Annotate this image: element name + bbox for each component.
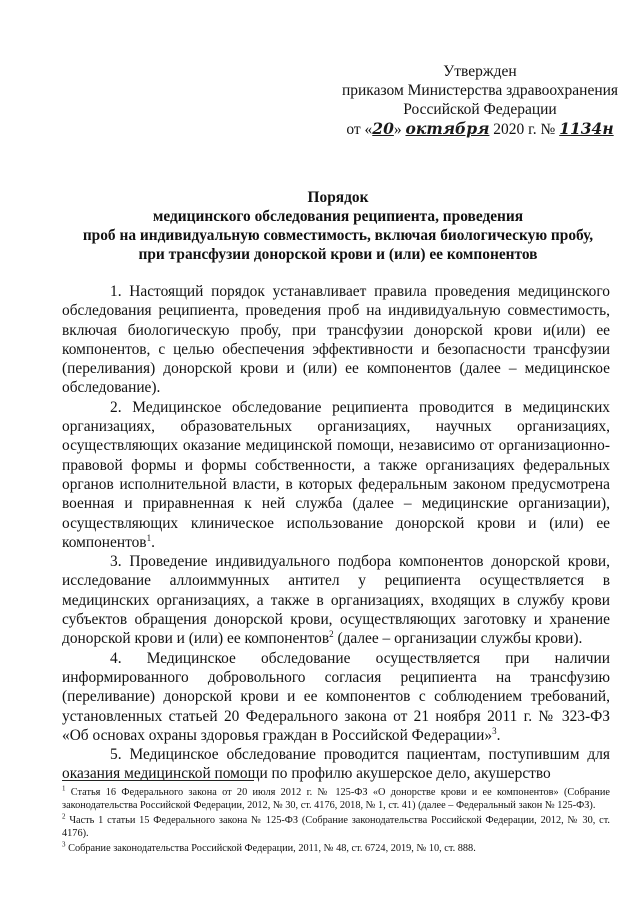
approval-country: Российской Федерации <box>403 101 557 118</box>
paragraph-4-text: 4. Медицинское обследование осуществляется при наличии информированного добровольного согласия реципиента на трансфузию (переливание) донорской крови и ее компонентов с соблюдением требований, установленных статьей 20 Федерального закона от 21 ноября 2011 г. № 323-ФЗ «Об основах охраны здоровья граждан в Российской Федерации» <box>62 649 610 744</box>
footnote-divider <box>62 780 254 781</box>
handwritten-month: октября <box>405 119 490 138</box>
footnote-ref-2: 2 <box>329 629 334 640</box>
paragraph-3-end: (далее – организации службы крови). <box>333 630 583 648</box>
footnote-3-text: Собрание законодательства Российской Федерации, 2011, № 48, ст. 6724, 2019, № 10, ст. 888. <box>65 843 476 854</box>
paragraph-4 <box>62 649 610 745</box>
document-body <box>62 282 610 784</box>
title-line-3: проб на индивидуальную совместимость, включая биологическую пробу, <box>82 227 594 244</box>
document-title <box>60 188 616 264</box>
handwritten-order-number: 1134н <box>559 119 614 138</box>
footnote-3-number: 3 <box>62 840 66 849</box>
approval-ministry: приказом Министерства здравоохранения <box>341 82 619 99</box>
handwritten-day: 20 <box>372 119 394 138</box>
approval-date-line <box>330 119 630 139</box>
date-mid: » <box>393 121 406 138</box>
title-line-2: медицинского обследования реципиента, проведения <box>152 208 524 225</box>
footnote-3 <box>62 842 610 855</box>
footnote-1 <box>62 786 610 812</box>
footnote-1-number: 1 <box>62 784 66 793</box>
paragraph-2-text: 2. Медицинское обследование реципиента проводится в медицинских организациях, образовательных организациях, научных организациях, осуществляющих оказание медицинской помощи, независимо от организационно-правовой формы и формы собственности, а также организациях федеральных органов исполнительной власти, в которых федеральным законом предусмотрена военная и приравненная к ней служба (далее – медицинские организации), осуществляющих клиническое использование донорской крови и (или) ее компонентов <box>62 398 610 551</box>
paragraph-3 <box>62 552 610 648</box>
footnote-2-number: 2 <box>62 812 66 821</box>
paragraph-1: 1. Настоящий порядок устанавливает правила проведения медицинского обследования реципиента, проведения проб на индивидуальную совместимость, включая биологическую пробу, при трансфузии донорской крови и(или) ее компонентов, с целью обеспечения эффективности и безопасности трансфузии (переливания) донорской крови и (или) ее компонентов (далее – медицинское обследование). <box>62 283 610 397</box>
approval-stamp <box>330 62 630 139</box>
date-prefix: от « <box>346 121 373 138</box>
footnote-ref-1: 1 <box>146 532 152 543</box>
paragraph-2-end: . <box>151 533 155 551</box>
footnote-1-text: Статья 16 Федерального закона от 20 июля 2012 г. № 125-ФЗ «О донорстве крови и ее компонентов» (Собрание законодательства Российской Федерации, 2012, № 30, ст. 4176, 2018, № 1, ст. 41) (далее – Федеральный закон № 125-ФЗ). <box>62 787 610 811</box>
approval-heading: Утвержден <box>443 63 517 80</box>
paragraph-3-text: 3. Проведение индивидуального подбора компонентов донорской крови, исследование аллоиммунных антител у реципиента осуществляется в медицинских организациях, а также в организациях, входящих в службу крови субъектов обращения донорской крови, осуществляющих заготовку и хранение донорской крови и (или) ее компонентов <box>62 553 610 648</box>
date-year: 2020 г. № <box>489 121 560 138</box>
title-line-1: Порядок <box>307 189 369 206</box>
title-line-4: при трансфузии донорской крови и (или) ее компонентов <box>138 246 538 263</box>
footnotes <box>62 786 610 857</box>
footnote-2-text: Часть 1 статьи 15 Федерального закона № 125-ФЗ (Собрание законодательства Российской Федерации, 2012, № 30, ст. 4176). <box>62 815 610 839</box>
paragraph-5: 5. Медицинское обследование проводится пациентам, поступившим для оказания медицинской помощи по профилю акушерское дело, акушерство <box>62 746 610 783</box>
paragraph-4-end: . <box>496 726 501 744</box>
paragraph-2 <box>62 398 610 552</box>
footnote-ref-3: 3 <box>492 725 497 736</box>
footnote-2 <box>62 814 610 840</box>
